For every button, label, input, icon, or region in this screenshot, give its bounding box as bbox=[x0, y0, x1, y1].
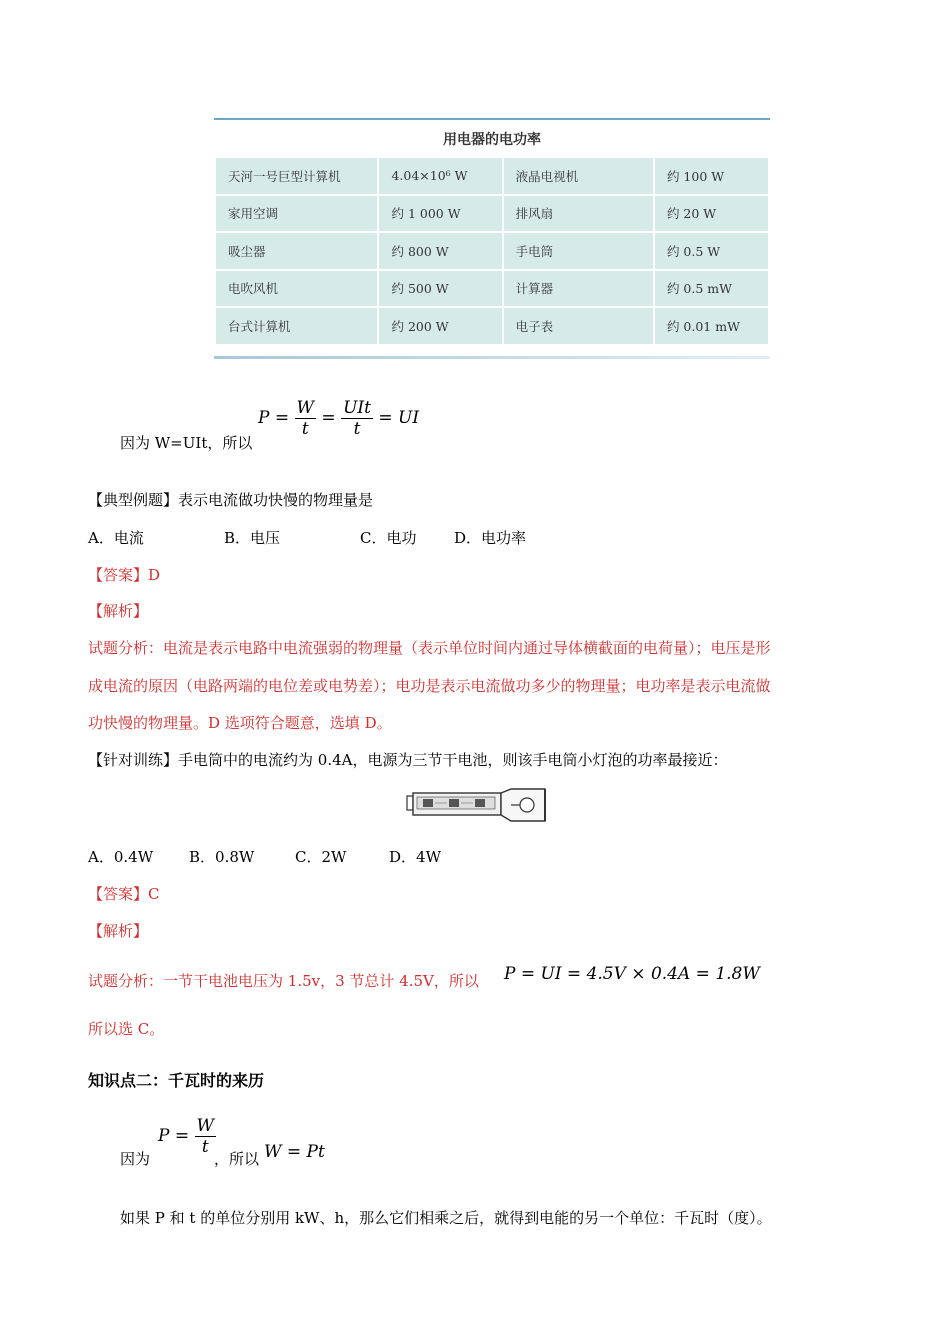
power-value-cell: 约 0.5 mW bbox=[655, 271, 768, 307]
section2-because: 因为 bbox=[120, 1150, 151, 1168]
example1-option-b: B．电压 bbox=[224, 529, 281, 547]
fraction-numerator: UIt bbox=[343, 398, 371, 418]
example1-option-d: D．电功率 bbox=[454, 529, 527, 547]
power-table bbox=[214, 118, 770, 359]
appliance-name-cell: 计算器 bbox=[504, 271, 653, 307]
appliance-name-cell: 天河一号巨型计算机 bbox=[216, 158, 377, 194]
power-value-cell: 约 0.5 W bbox=[655, 233, 768, 269]
example2-option-d: D．4W bbox=[389, 848, 441, 866]
example2-answer: 【答案】C bbox=[88, 885, 160, 903]
fraction-numerator: W bbox=[296, 398, 314, 418]
formula1-eq1: = bbox=[274, 408, 290, 428]
power-value-cell: 约 1 000 W bbox=[379, 196, 501, 232]
formula-w-equals-pt: W = Pt bbox=[264, 1142, 325, 1162]
table-bottom-rule bbox=[214, 356, 770, 359]
fraction-denominator: t bbox=[341, 418, 373, 439]
example1-analysis-line-3: 功快慢的物理量。D 选项符合题意，选填 D。 bbox=[88, 714, 392, 732]
table-row bbox=[216, 308, 768, 344]
example2-analysis-label: 【解析】 bbox=[88, 922, 149, 940]
section2-so: ，所以 bbox=[214, 1150, 260, 1168]
table-row bbox=[216, 233, 768, 269]
appliance-name-cell: 排风扇 bbox=[504, 196, 653, 232]
power-value-cell: 4.04×10⁶ W bbox=[379, 158, 501, 194]
section2-paragraph: 如果 P 和 t 的单位分别用 kW、h，那么它们相乘之后，就得到电能的另一个单位：千瓦时（度）。 bbox=[120, 1209, 772, 1227]
example2-question: 【针对训练】手电筒中的电流约为 0.4A，电源为三节干电池，则该手电筒小灯泡的功率最接近： bbox=[88, 751, 728, 769]
flashlight-image bbox=[405, 785, 549, 825]
section2-lhs: P bbox=[158, 1126, 170, 1146]
table-row bbox=[216, 158, 768, 194]
power-table-grid bbox=[214, 156, 770, 346]
example1-question: 【典型例题】表示电流做功快慢的物理量是 bbox=[88, 491, 374, 509]
appliance-name-cell: 手电筒 bbox=[504, 233, 653, 269]
example1-analysis-label: 【解析】 bbox=[88, 602, 149, 620]
example1-answer: 【答案】D bbox=[88, 566, 161, 584]
formula1-rhs: UI bbox=[398, 408, 420, 428]
section2-heading: 知识点二：千瓦时的来历 bbox=[88, 1071, 265, 1090]
formula1-eq2: = bbox=[321, 408, 336, 428]
example1-option-c: C．电功 bbox=[360, 529, 417, 547]
section2-eq: = bbox=[174, 1126, 190, 1146]
example2-option-a: A．0.4W bbox=[88, 848, 154, 866]
fraction-uit-over-t bbox=[341, 398, 373, 439]
power-value-cell: 约 0.01 mW bbox=[655, 308, 768, 344]
fraction-denominator: t bbox=[295, 418, 316, 439]
appliance-name-cell: 吸尘器 bbox=[216, 233, 377, 269]
example2-analysis-formula: P = UI = 4.5V × 0.4A = 1.8W bbox=[504, 964, 760, 984]
formula1-lead: 因为 W=UIt，所以 bbox=[120, 434, 253, 452]
fraction-w-over-t bbox=[295, 398, 316, 439]
example1-analysis-line-1: 试题分析：电流是表示电路中电流强弱的物理量（表示单位时间内通过导体横截面的电荷量）；电压是形 bbox=[88, 639, 771, 657]
fraction-numerator: W bbox=[196, 1116, 214, 1136]
example2-option-b: B．0.8W bbox=[189, 848, 255, 866]
formula1-lhs: P bbox=[258, 408, 270, 428]
example2-conclusion: 所以选 C。 bbox=[88, 1020, 165, 1038]
example1-analysis-line-2: 成电流的原因（电路两端的电位差或电势差）；电功是表示电流做功多少的物理量；电功率是表示电流做 bbox=[88, 677, 771, 695]
fraction-w-over-t-2 bbox=[195, 1116, 216, 1157]
formula-p-equals-w-over-t bbox=[158, 1116, 216, 1157]
fraction-denominator: t bbox=[195, 1136, 216, 1157]
power-value-cell: 约 200 W bbox=[379, 308, 501, 344]
table-row bbox=[216, 271, 768, 307]
power-value-cell: 约 20 W bbox=[655, 196, 768, 232]
power-value-cell: 约 500 W bbox=[379, 271, 501, 307]
appliance-name-cell: 液晶电视机 bbox=[504, 158, 653, 194]
formula-p-equals-ui bbox=[258, 398, 419, 439]
appliance-name-cell: 电吹风机 bbox=[216, 271, 377, 307]
formula1-eq3: = bbox=[378, 408, 393, 428]
appliance-name-cell: 电子表 bbox=[504, 308, 653, 344]
table-row bbox=[216, 196, 768, 232]
appliance-name-cell: 家用空调 bbox=[216, 196, 377, 232]
table-title: 用电器的电功率 bbox=[214, 120, 770, 158]
example1-option-a: A．电流 bbox=[88, 529, 144, 547]
example2-analysis-text: 试题分析：一节干电池电压为 1.5v，3 节总计 4.5V，所以 bbox=[88, 972, 479, 990]
power-value-cell: 约 100 W bbox=[655, 158, 768, 194]
example2-option-c: C．2W bbox=[295, 848, 347, 866]
appliance-name-cell: 台式计算机 bbox=[216, 308, 377, 344]
power-value-cell: 约 800 W bbox=[379, 233, 501, 269]
